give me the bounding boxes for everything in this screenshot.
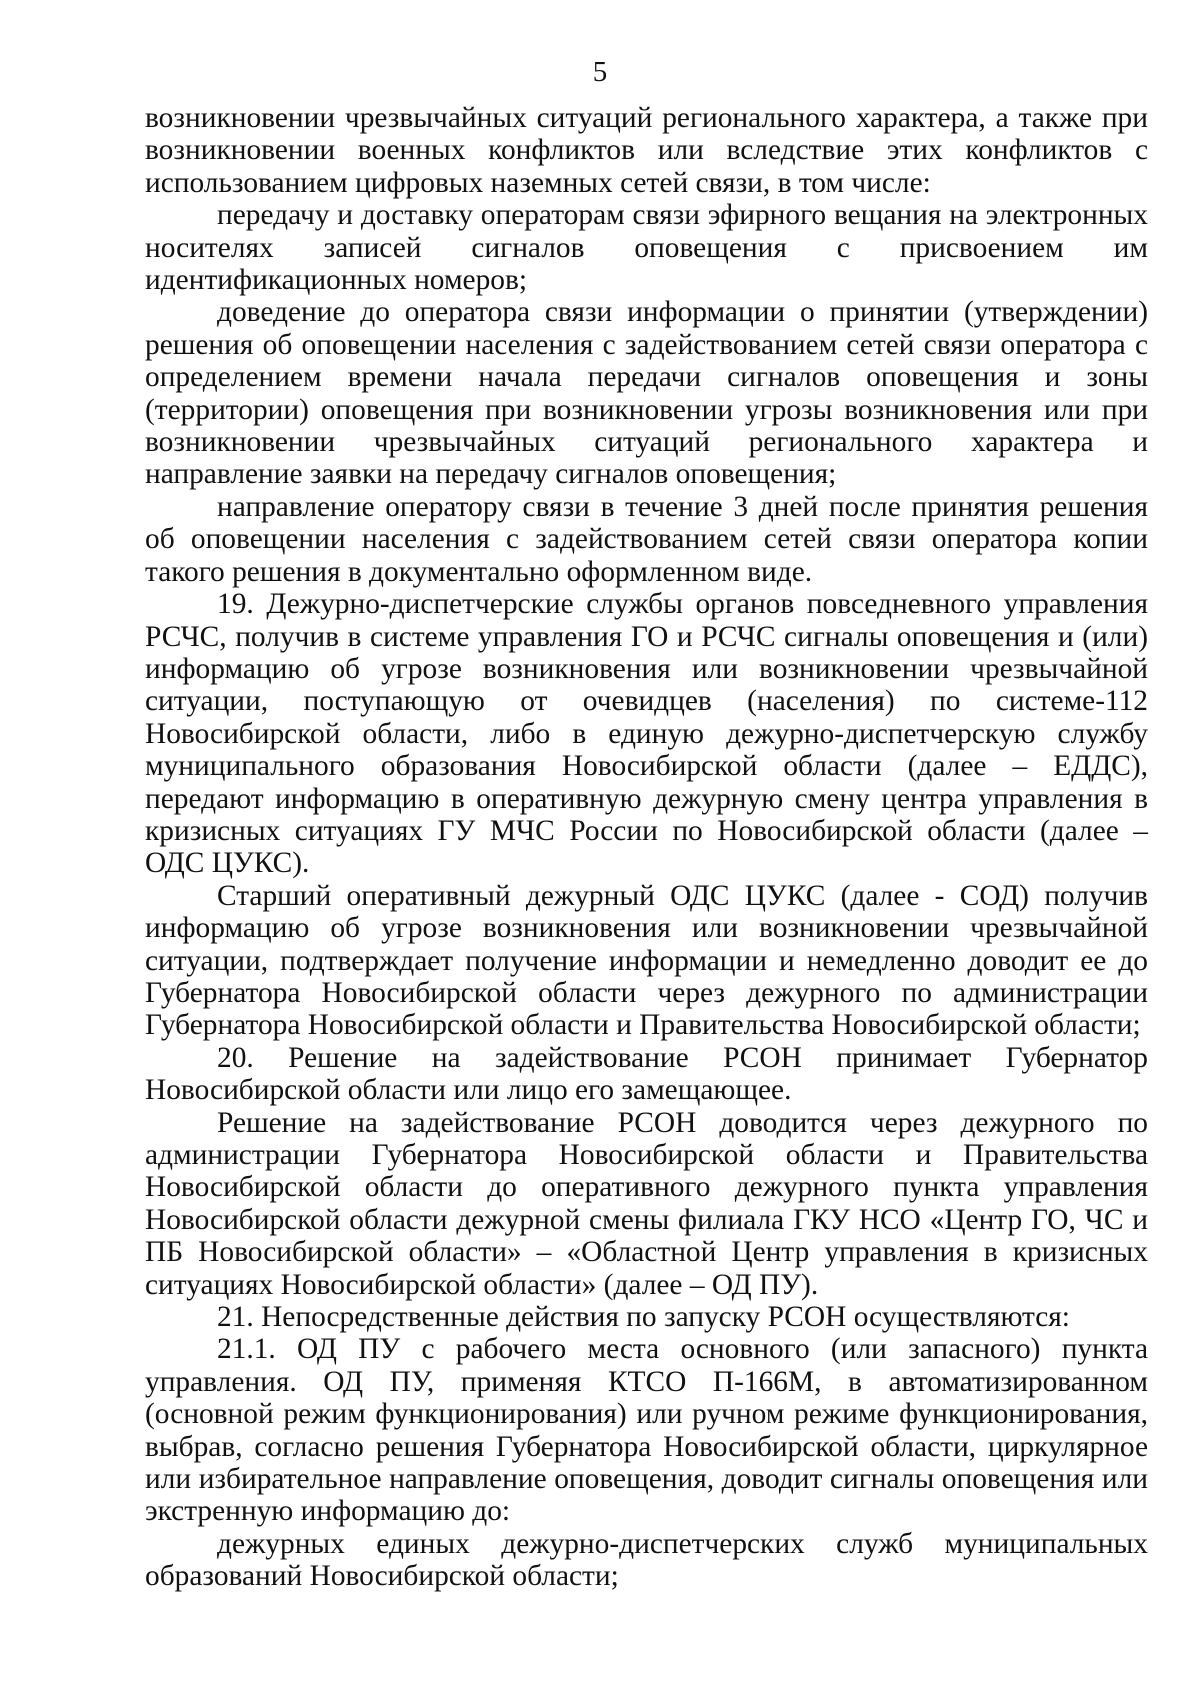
paragraph-item-21: 21. Непосредственные действия по запуску РСОН осуществляются: (217, 1301, 1070, 1334)
paragraph-decision-notice: доведение до оператора связи информации о принятии (утверждении) решения об оповещении населения с задействованием сетей связи оператора с определением времени начала передачи сигналов оповещения и зоны (территории) оповещения при возникновении угрозы возникновения или при возникновении чрезвычайных ситуаций регионального характера и направление заявки на передачу сигналов оповещения; (145, 296, 1148, 491)
paragraph-item-21-1: 21.1. ОД ПУ с рабочего места основного (или запасного) пункта управления. ОД ПУ, применяя КТСО П-166М, в автоматизированном (основной режим функционирования) или ручном режиме функционирования, выбрав, согласно решения Губернатора Новосибирской области, циркулярное или избирательное направление оповещения, доводит сигналы оповещения или экстренную информацию до: (145, 1333, 1148, 1528)
paragraph-decision-communicated: Решение на задействование РСОН доводится через дежурного по администрации Губернатора Новосибирской области и Правительства Новосибирской области до оперативного дежурного пункта управления Новосибирской области дежурной смены филиала ГКУ НСО «Центр ГО, ЧС и ПБ Новосибирской области» – «Областной Центр управления в кризисных ситуациях Новосибирской области» (далее – ОД ПУ). (145, 1106, 1148, 1301)
paragraph-item-20: 20. Решение на задействование РСОН принимает Губернатор Новосибирской области или лицо его замещающее. (145, 1041, 1148, 1107)
paragraph-item-19: 19. Дежурно-диспетчерские службы органов повседневного управления РСЧС, получив в системе управления ГО и РСЧС сигналы оповещения и (или) информацию об угрозе возникновения или возникновении чрезвычайной ситуации, поступающую от очевидцев (населения) по системе-112 Новосибирской области, либо в единую дежурно-диспетчерскую службу муниципального образования Новосибирской области (далее – ЕДДС), передают информацию в оперативную дежурную смену центра управления в кризисных ситуациях ГУ МЧС России по Новосибирской области (далее – ОДС ЦУКС). (145, 588, 1148, 880)
paragraph-transfer-recordings: передачу и доставку операторам связи эфирного вещания на электронных носителях записей сигналов оповещения с присвоением им идентификационных номеров; (145, 199, 1148, 297)
paragraph-senior-duty-officer: Старший оперативный дежурный ОДС ЦУКС (далее - СОД) получив информацию об угрозе возникновения или возникновении чрезвычайной ситуации, подтверждает получение информации и немедленно доводит ее до Губернатора Новосибирской области через дежурного по администрации Губернатора Новосибирской области и Правительства Новосибирской области; (145, 879, 1148, 1042)
paragraph-duty-services: дежурных единых дежурно-диспетчерских служб муниципальных образований Новосибирской области; (145, 1527, 1148, 1593)
paragraph-copy-decision: направление оператору связи в течение 3 дней после принятия решения об оповещении населения с задействованием сетей связи оператора копии такого решения в документально оформленном виде. (145, 490, 1148, 588)
paragraph-continuation: возникновении чрезвычайных ситуаций регионального характера, а также при возникновении военных конфликтов или вследствие этих конфликтов с использованием цифровых наземных сетей связи, в том числе: (145, 102, 1148, 199)
page-number: 5 (592, 56, 608, 88)
document-body (145, 102, 1148, 1593)
